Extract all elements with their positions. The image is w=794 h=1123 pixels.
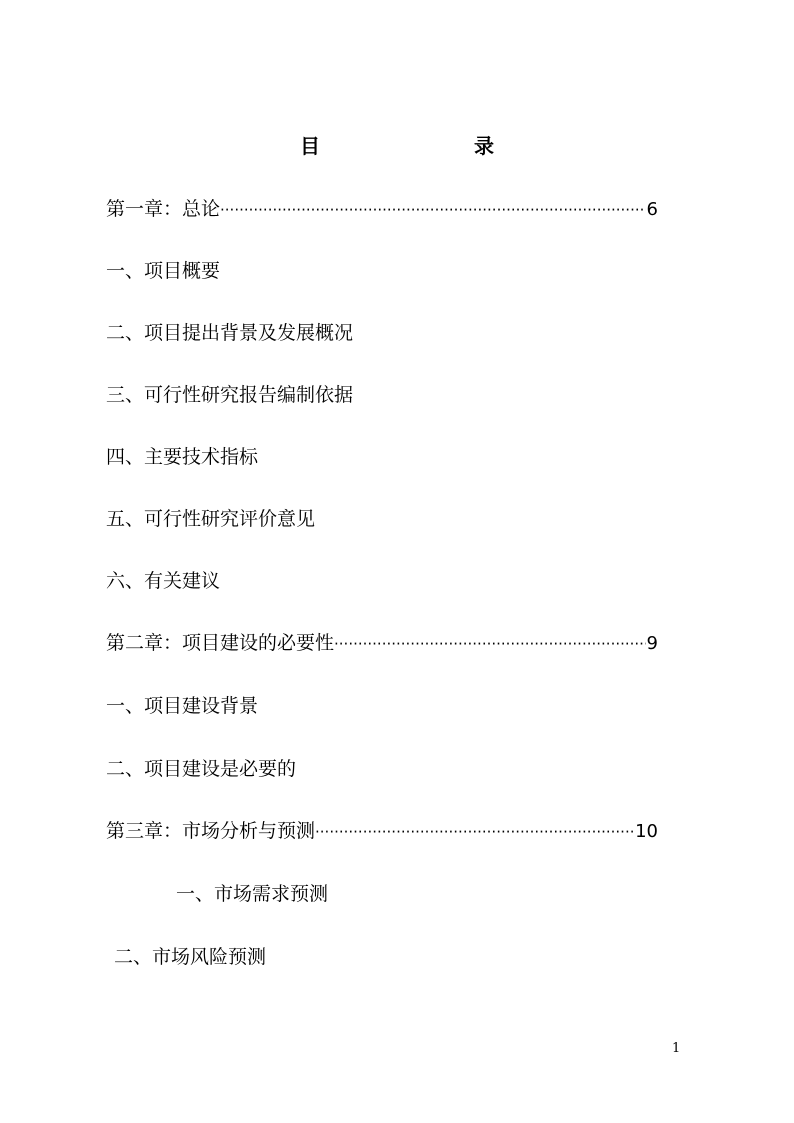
toc-entry-1-4[interactable]: 四、主要技术指标 [106,446,259,468]
toc-entry-label: 第二章：项目建设的必要性 [106,632,335,654]
toc-chapter-3[interactable] [106,817,658,845]
toc-entry-1-5[interactable]: 五、可行性研究评价意见 [106,508,316,530]
toc-entry-1-6[interactable]: 六、有关建议 [106,570,221,592]
toc-entry-3-2[interactable]: 二、市场风险预测 [114,946,267,968]
toc-entry-label: 第三章：市场分析与预测 [106,820,316,842]
toc-leader-dots [315,818,634,846]
toc-page-ref: 9 [646,633,658,654]
page-number: 1 [672,1041,681,1056]
toc-page-ref: 10 [635,821,658,842]
page-title: 目 录 [300,134,532,158]
toc-entry-2-1[interactable]: 一、项目建设背景 [106,695,259,717]
toc-page-ref: 6 [646,199,658,220]
toc-leader-dots [334,630,646,658]
toc-entry-3-1[interactable]: 一、市场需求预测 [176,883,329,905]
toc-chapter-1[interactable] [106,195,658,223]
toc-entry-label: 第一章：总论 [106,198,221,220]
toc-entry-2-2[interactable]: 二、项目建设是必要的 [106,758,297,780]
toc-leader-dots [220,196,646,224]
toc-entry-1-1[interactable]: 一、项目概要 [106,260,221,282]
toc-chapter-2[interactable] [106,629,658,657]
toc-entry-1-3[interactable]: 三、可行性研究报告编制依据 [106,384,354,406]
toc-entry-1-2[interactable]: 二、项目提出背景及发展概况 [106,322,354,344]
